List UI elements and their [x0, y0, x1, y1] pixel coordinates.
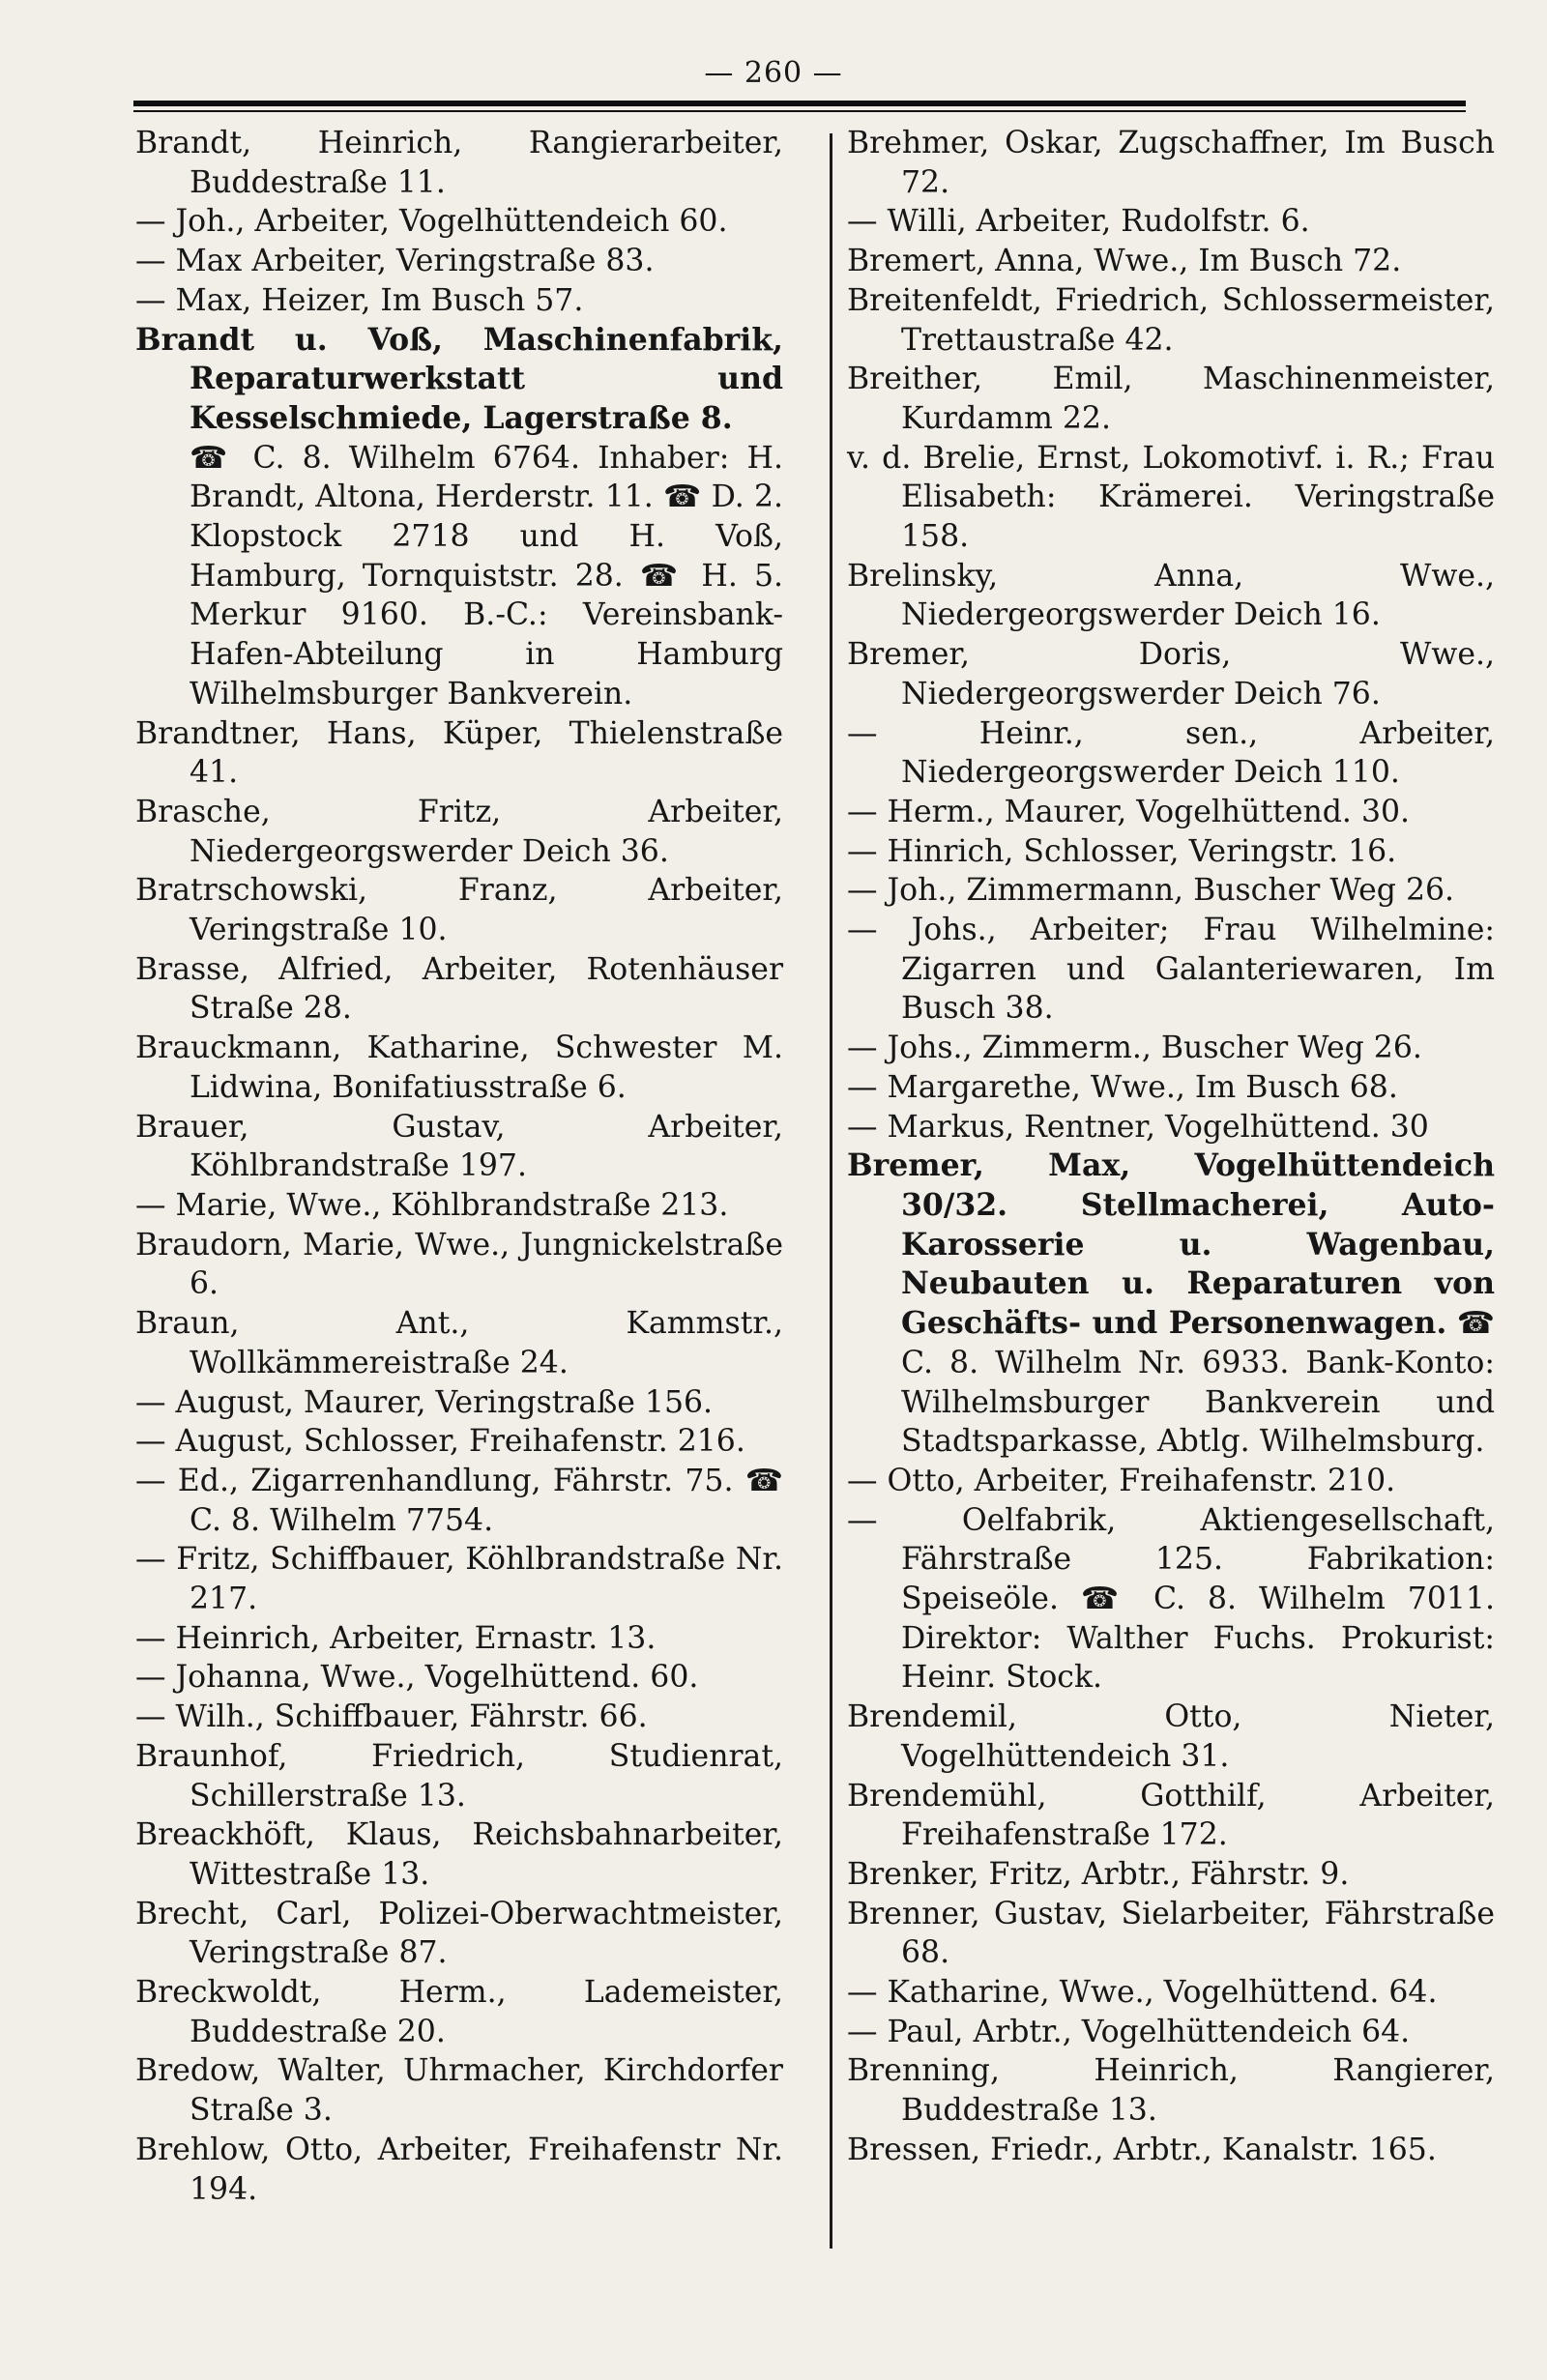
directory-entry [135, 1226, 783, 1304]
entry-text: Braun, Ant., Kammstr., Wollkämmereistraße 24. [135, 1306, 783, 1380]
directory-entry [135, 1658, 783, 1698]
directory-entry [135, 1698, 783, 1737]
entry-text: Brauer, Gustav, Arbeiter, Köhlbrandstraße 197. [135, 1109, 783, 1184]
entry-text: — Johs., Arbeiter; Frau Wilhelmine: Zigarren und Galanteriewaren, Im Busch 38. [847, 913, 1495, 1027]
directory-entry [135, 950, 783, 1029]
directory-entry [135, 1029, 783, 1107]
entry-text: Breackhöft, Klaus, Reichsbahnarbeiter, Wittestraße 13. [135, 1817, 783, 1892]
entry-text: — Hinrich, Schlosser, Veringstr. 16. [847, 833, 1397, 869]
entry-text: — Heinrich, Arbeiter, Ernastr. 13. [135, 1620, 657, 1656]
entry-text: — Herm., Maurer, Vogelhüttend. 30. [847, 794, 1411, 829]
directory-entry [847, 1146, 1495, 1462]
directory-entry [847, 1855, 1495, 1895]
directory-entry [135, 1895, 783, 1973]
entry-text: — Joh., Zimmermann, Buscher Weg 26. [847, 873, 1455, 909]
left-column [135, 124, 783, 2209]
directory-entry [135, 242, 783, 281]
entry-text: — Markus, Rentner, Vogelhüttend. 30 [847, 1109, 1429, 1145]
directory-entry [135, 1619, 783, 1659]
directory-entry [847, 832, 1495, 872]
entry-text: Bremer, Max, Vogelhüttendeich 30/32. Stellmacherei, Auto-Karosserie u. Wagenbau, Neubauten u. Reparaturen von Geschäfts- und Personenwagen. [847, 1147, 1495, 1342]
entry-text: — Otto, Arbeiter, Freihafenstr. 210. [847, 1463, 1396, 1498]
directory-entry [847, 635, 1495, 713]
header-rule-thick [133, 101, 1466, 106]
directory-entry [135, 2131, 783, 2209]
directory-entry [847, 871, 1495, 911]
directory-entry [135, 1422, 783, 1462]
entry-text: — Oelfabrik, Aktiengesellschaft, Fährstraße 125. Fabrikation: Speiseöle. ☎ C. 8. Wilhelm 7011. Direktor: Walther Fuchs. Prokurist: Heinr. Stock. [847, 1502, 1495, 1696]
directory-entry [847, 1108, 1495, 1147]
entry-text: ☎ C. 8. Wilhelm 6764. Inhaber: H. Brandt, Altona, Herderstr. 11. ☎ D. 2. Klopstock 2718 und H. Voß, Hamburg, Tornquiststr. 28. ☎ H. 5. Merkur 9160. B.-C.: Vereinsbank-Hafen-Abteilung in Hamburg Wilhelmsburger Bankverein. [190, 440, 783, 711]
entry-text: v. d. Brelie, Ernst, Lokomotivf. i. R.; Frau Elisabeth: Krämerei. Veringstraße 158. [847, 440, 1495, 555]
directory-entry [847, 124, 1495, 202]
entry-text: — Paul, Arbtr., Vogelhüttendeich 64. [847, 2014, 1411, 2049]
directory-entry [847, 714, 1495, 793]
directory-entry [135, 124, 783, 202]
directory-entry [135, 871, 783, 949]
entry-text: — Johanna, Wwe., Vogelhüttend. 60. [135, 1660, 699, 1696]
entry-text: — Max Arbeiter, Veringstraße 83. [135, 244, 655, 279]
directory-entry [847, 2013, 1495, 2052]
entry-text: Brelinsky, Anna, Wwe., Niedergeorgswerder Deich 16. [847, 558, 1495, 633]
entry-text: Breckwoldt, Herm., Lademeister, Buddestraße 20. [135, 1975, 783, 2049]
entry-text: Brenker, Fritz, Arbtr., Fährstr. 9. [847, 1856, 1350, 1892]
directory-entry [135, 1815, 783, 1894]
directory-entry [847, 1973, 1495, 2013]
directory-entry [847, 557, 1495, 635]
header-rule-thin [133, 110, 1466, 112]
page-number: — 260 — [704, 56, 843, 90]
entry-text: Bremer, Doris, Wwe., Niedergeorgswerder Deich 76. [847, 637, 1495, 711]
directory-entry [135, 793, 783, 871]
entry-text: Breitenfeldt, Friedrich, Schlossermeister, Trettaustraße 42. [847, 282, 1495, 358]
right-column [847, 124, 1495, 2170]
entry-text: — Willi, Arbeiter, Rudolfstr. 6. [847, 204, 1310, 240]
entry-text: — August, Schlosser, Freihafenstr. 216. [135, 1424, 745, 1460]
directory-entry [135, 202, 783, 242]
directory-entry [135, 1540, 783, 1618]
entry-text: Bremert, Anna, Wwe., Im Busch 72. [847, 244, 1402, 279]
directory-entry [847, 2131, 1495, 2170]
directory-entry [847, 202, 1495, 242]
directory-entry [847, 1698, 1495, 1776]
entry-text: Brauckmann, Katharine, Schwester M. Lidwina, Bonifatiusstraße 6. [135, 1030, 783, 1105]
entry-text: Brendemil, Otto, Nieter, Vogelhüttendeich 31. [847, 1699, 1495, 1774]
directory-entry [847, 2051, 1495, 2130]
directory-entry [847, 1501, 1495, 1698]
directory-entry [847, 1462, 1495, 1501]
entry-text: — Joh., Arbeiter, Vogelhüttendeich 60. [135, 204, 728, 240]
column-divider [830, 133, 832, 2249]
entry-text: Braudorn, Marie, Wwe., Jungnickelstraße 6. [135, 1227, 783, 1302]
directory-entry [847, 439, 1495, 557]
directory-entry [847, 1895, 1495, 1973]
entry-text: Brasche, Fritz, Arbeiter, Niedergeorgswerder Deich 36. [135, 794, 783, 869]
entry-text: Breither, Emil, Maschinenmeister, Kurdamm 22. [847, 362, 1495, 436]
directory-entry [135, 1737, 783, 1815]
entry-text: Brandt, Heinrich, Rangierarbeiter, Buddestraße 11. [135, 126, 783, 200]
directory-entry [135, 1186, 783, 1226]
directory-entry [135, 714, 783, 793]
directory-entry [847, 793, 1495, 832]
entry-text: — Ed., Zigarrenhandlung, Fährstr. 75. ☎ C. 8. Wilhelm 7754. [135, 1463, 783, 1538]
entry-text: Bredow, Walter, Uhrmacher, Kirchdorfer Straße 3. [135, 2053, 783, 2129]
entry-text: — Fritz, Schiffbauer, Köhlbrandstraße Nr. 217. [135, 1542, 783, 1617]
entry-text: Brendemühl, Gotthilf, Arbeiter, Freihafenstraße 172. [847, 1778, 1495, 1853]
entry-text: — Katharine, Wwe., Vogelhüttend. 64. [847, 1975, 1438, 2011]
directory-entry [847, 242, 1495, 281]
entry-text: Brandt u. Voß, Maschinenfabrik, Reparaturwerkstatt und Kesselschmiede, Lagerstraße 8. [135, 321, 783, 436]
entry-text: Bratrschowski, Franz, Arbeiter, Veringstraße 10. [135, 873, 783, 948]
directory-entry [847, 281, 1495, 360]
directory-entry [135, 1973, 783, 2051]
entry-text: — Johs., Zimmerm., Buscher Weg 26. [847, 1030, 1422, 1066]
directory-entry [135, 1462, 783, 1540]
directory-entry [135, 1304, 783, 1382]
directory-entry [135, 321, 783, 439]
entry-text: — Margarethe, Wwe., Im Busch 68. [847, 1069, 1398, 1105]
entry-text: — Marie, Wwe., Köhlbrandstraße 213. [135, 1187, 729, 1223]
directory-entry [135, 281, 783, 321]
directory-entry [847, 1777, 1495, 1855]
entry-text: Brandtner, Hans, Küper, Thielenstraße 41. [135, 715, 783, 791]
directory-entry [135, 439, 783, 714]
entry-text: Brehmer, Oskar, Zugschaffner, Im Busch 72. [847, 126, 1495, 200]
directory-entry [135, 2051, 783, 2130]
entry-text: Brasse, Alfried, Arbeiter, Rotenhäuser Straße 28. [135, 951, 783, 1027]
entry-text: Brenner, Gustav, Sielarbeiter, Fährstraße 68. [847, 1896, 1495, 1971]
entry-text: — Heinr., sen., Arbeiter, Niedergeorgswerder Deich 110. [847, 715, 1495, 791]
directory-entry [847, 1029, 1495, 1068]
entry-text-tail: ☎ C. 8. Wilhelm Nr. 6933. Bank-Konto: Wilhelmsburger Bankverein und Stadtsparkasse, Abtlg. Wilhelmsburg. [901, 1306, 1496, 1460]
entry-text: Braunhof, Friedrich, Studienrat, Schillerstraße 13. [135, 1738, 783, 1814]
entry-text: Brenning, Heinrich, Rangierer, Buddestraße 13. [847, 2053, 1495, 2129]
directory-entry [135, 1383, 783, 1423]
directory-entry [847, 360, 1495, 438]
entry-text: Brecht, Carl, Polizei-Oberwachtmeister, Veringstraße 87. [135, 1896, 783, 1971]
entry-text: — Wilh., Schiffbauer, Fährstr. 66. [135, 1699, 648, 1735]
entry-text: Bressen, Friedr., Arbtr., Kanalstr. 165. [847, 2132, 1437, 2167]
entry-text: Brehlow, Otto, Arbeiter, Freihafenstr Nr. 194. [135, 2132, 783, 2207]
directory-entry [847, 1068, 1495, 1108]
entry-text: — August, Maurer, Veringstraße 156. [135, 1384, 714, 1420]
entry-text: — Max, Heizer, Im Busch 57. [135, 282, 584, 318]
directory-entry [135, 1108, 783, 1186]
directory-entry [847, 911, 1495, 1029]
